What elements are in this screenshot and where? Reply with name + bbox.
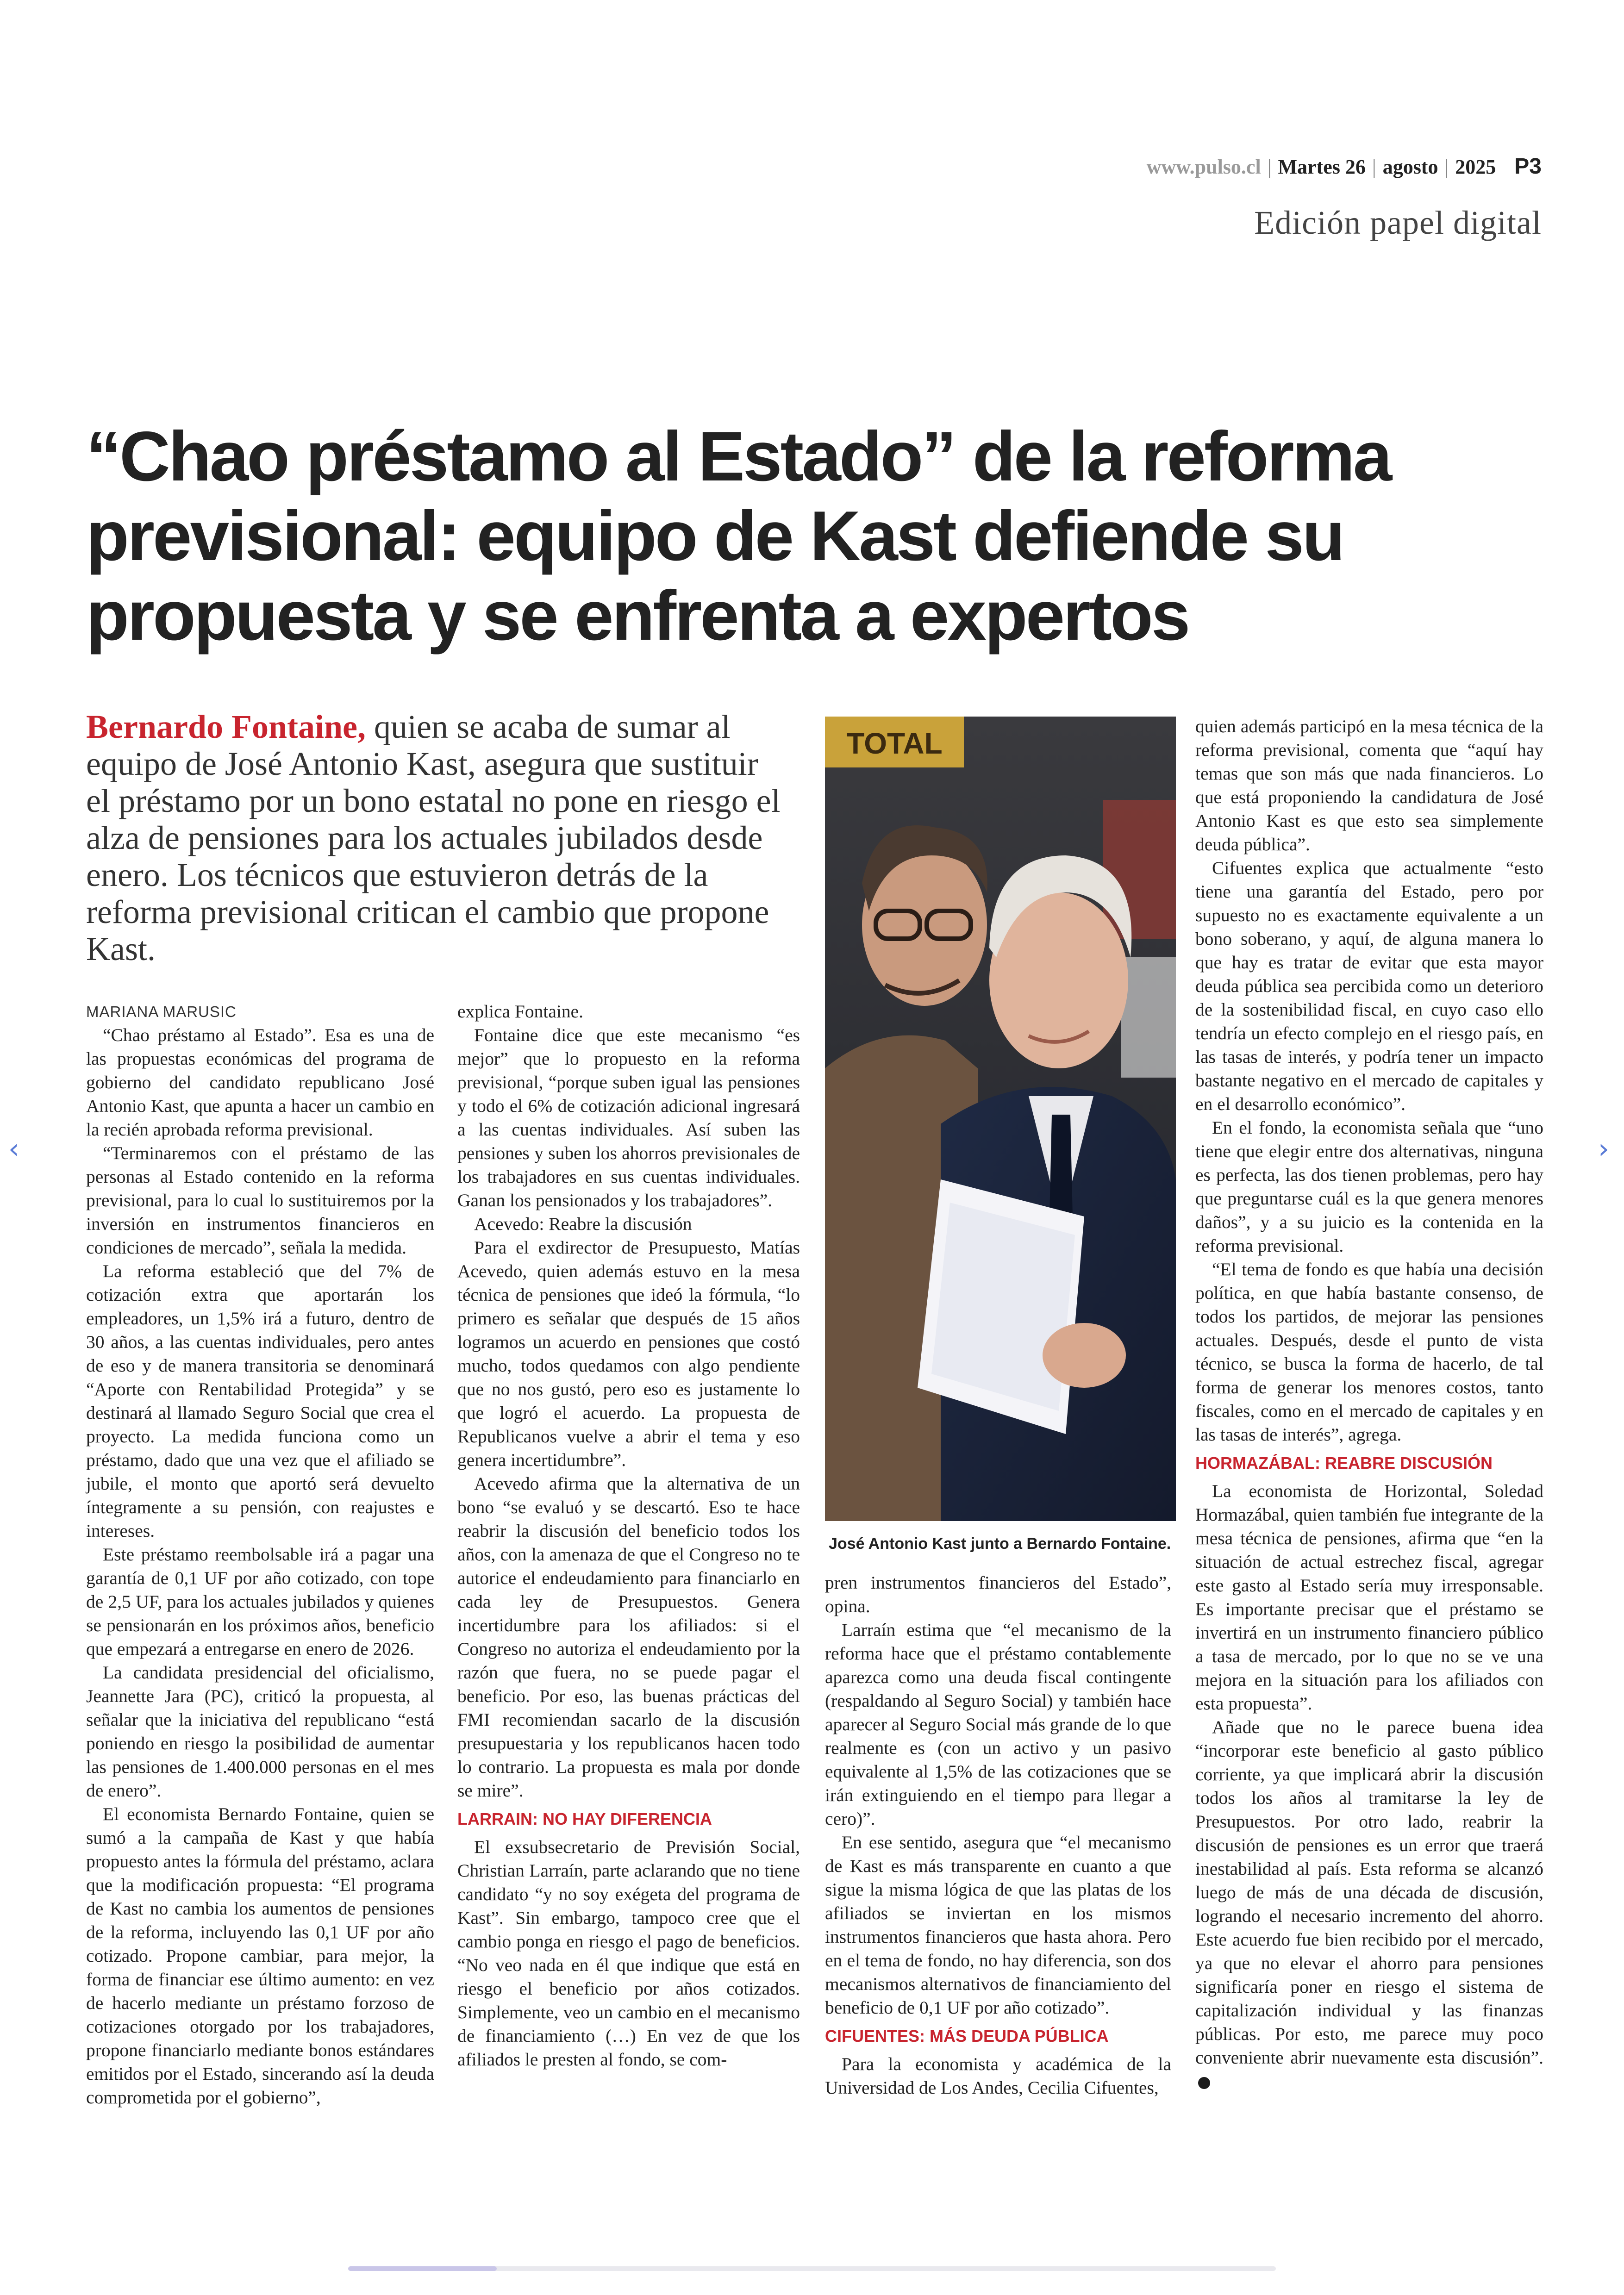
photo-caption: José Antonio Kast junto a Bernardo Fontaine. (829, 1535, 1171, 1553)
issue-day: Martes 26 (1278, 156, 1366, 178)
photo-illustration (825, 717, 1176, 1521)
final-paragraph-text: Añade que no le parece buena idea “incorporar este beneficio al gasto público corriente, ya que implicará abrir la discusión todos los años al tramitarse la ley de Presupuestos. Por otro lado, reabrir la discusión de pensiones es un error que traerá inestabilidad al país. Esta reforma se alcanzó luego de más de una década de discusión, logrando el necesario incremento del ahorro. Este acuerdo fue bien recibido por el mercado, ya que no elevar el ahorro para pensiones significaría poner en riesgo el sistema de capitalización individual y las finanzas públicas. Por esto, me parece muy poco conveniente abrir nuevamente esta discusión”. (1195, 1717, 1543, 2068)
issue-month: agosto (1382, 156, 1438, 178)
subhead-hormazabal: HORMAZÁBAL: REABRE DISCUSIÓN (1195, 1453, 1493, 1472)
paragraph: Fontaine dice que este mecanismo “es mejor” que lo propuesto en la reforma previsional, “porque suben igual las pensiones y todo el 6% de cotización adicional ingresará a las cuentas individuales. Así suben las pensiones y suben los ahorros previsionales de los trabajadores en sus cuentas individuales. Ganan los pensionados y los trabajadores”. (457, 1025, 800, 1210)
article-column-3 (825, 1571, 1171, 2100)
inline-subhead: Acevedo: Reabre la discusión (474, 1214, 692, 1234)
previous-page-chevron-icon[interactable]: ‹ (8, 1133, 19, 1165)
page-progress-fill (348, 2266, 497, 2271)
article-column-2 (457, 1000, 800, 2071)
paragraph: Larraín estima que “el mecanismo de la reforma hace que el préstamo contablemente aparezca como una deuda fiscal contingente (respaldando al Seguro Social) y también hace aparecer al Seguro Social más grande de lo que realmente es (con un activo y un pasivo equivalente al 1,5% de las cotizaciones que se irán extinguiendo en el tiempo para llegar a cero)”. (825, 1620, 1171, 1829)
paragraph: En ese sentido, asegura que “el mecanismo de Kast es más transparente en cuanto a que sigue la misma lógica de que las platas de los afiliados se inviertan en los mismos instrumentos financieros que hasta ahora. Pero en el tema de fondo, no hay diferencia, son dos mecanismos alternativos de financiamiento del beneficio de 0,1 UF por año cotizado”. (825, 1832, 1171, 2018)
subhead-cifuentes: CIFUENTES: MÁS DEUDA PÚBLICA (825, 2027, 1109, 2046)
edition-label: Edición papel digital (1254, 204, 1542, 241)
deck-lead-name: Bernardo Fontaine, (86, 708, 366, 745)
paragraph: “El tema de fondo es que había una decisión política, en que había bastante consenso, de todos los partidos, de mejorar las pensiones actuales. Después, desde el punto de vista técnico, se busca la forma de hacerlo, de tal forma de generar los menores costos, tanto fiscales, como en el mercado de capitales y en las tasas de interés”, agrega. (1195, 1259, 1543, 1445)
paragraph: La candidata presidencial del oficialismo, Jeannette Jara (PC), criticó la propuesta, al señalar que la iniciativa del republicano “está poniendo en riesgo la posibilidad de aumentar las pensiones de 1.400.000 personas en el mes de enero”. (86, 1662, 434, 1801)
article-headline: “Chao préstamo al Estado” de la reforma previsional: equipo de Kast defiende su propuesta y se enfrenta a expertos (86, 417, 1391, 655)
paragraph: pren instrumentos financieros del Estado”, opina. (825, 1572, 1171, 1616)
photo-sign-text: TOTAL (846, 727, 943, 760)
article-deck (86, 708, 781, 967)
deck-text: quien se acaba de sumar al equipo de José Antonio Kast, asegura que sustituir el préstamo por un bono estatal no pone en riesgo el alza de pensiones para los actuales jubilados desde enero. Los técnicos que estuvieron detrás de la reforma previsional critican el cambio que propone Kast. (86, 708, 781, 967)
paragraph: Para la economista y académica de la Universidad de Los Andes, Cecilia Cifuentes, (825, 2054, 1171, 2098)
paragraph: explica Fontaine. (457, 1001, 584, 1022)
paragraph: El exsubsecretario de Previsión Social, Christian Larraín, parte aclarando que no tiene candidato “y no soy exégeta del programa de Kast”. Sin embargo, tampoco cree que el cambio ponga en riesgo el pago de beneficios. “No veo nada en él que indique que está en riesgo el beneficio por años cotizados. Simplemente, veo un cambio en el mecanismo de financiamiento (…) En vez de que los afiliados le presten al fondo, se com- (457, 1837, 800, 2070)
end-mark-icon (1198, 2077, 1210, 2089)
article-column-1 (86, 1000, 434, 2109)
paragraph: “Terminaremos con el préstamo de las personas al Estado contenido en la reforma previsional, para lo cual lo sustituiremos por la inversión en instrumentos financieros en condiciones de mercado”, señala la medida. (86, 1143, 434, 1258)
page-header: www.pulso.cl | Martes 26 | agosto | 2025 P3 (1146, 154, 1542, 179)
article-photo (825, 717, 1176, 1521)
paragraph-final (1195, 1715, 1543, 2093)
paragraph: El economista Bernardo Fontaine, quien se sumó a la campaña de Kast y que había propuesto antes la fórmula del préstamo, aclara que la modificación propuesta: “El programa de Kast no cambia los aumentos de pensiones de la reforma, incluyendo las 0,1 UF por año cotizado. Propone cambiar, para mejor, la forma de financiar ese último aumento: en vez de hacerlo mediante un préstamo forzoso de cotizaciones otorgado por los trabajadores, propone financiarlo mediante bonos estándares emitidos por el Estado, sincerando así la deuda comprometida por el gobierno”, (86, 1804, 434, 2108)
paragraph: Acevedo afirma que la alternativa de un bono “se evaluó y se descartó. Eso te hace reabrir la discusión del beneficio todos los años, con la amenaza de que el Congreso no te autorice el endeudamiento para financiarlo en cada ley de Presupuestos. Genera incertidumbre para los afiliados: si el Congreso no autoriza el endeudamiento por la razón que fuera, no se puede pagar el beneficio. Por eso, las buenas prácticas del FMI recomiendan sacarlo de la discusión presupuestaria y los republicanos hacen todo lo contrario. La propuesta es mala por donde se mire”. (457, 1473, 800, 1801)
article-column-4 (1195, 715, 1543, 2093)
page-progress-track[interactable] (348, 2266, 1276, 2271)
byline: MARIANA MARUSIC (86, 1003, 237, 1020)
paragraph: Para el exdirector de Presupuesto, Matías Acevedo, quien además estuvo en la mesa técnica de pensiones que ideó la fórmula, “lo primero es señalar que después de 15 años logramos un acuerdo en pensiones que costó mucho, todos quedamos con algo pendiente que no nos gustó, pero eso es justamente lo que logró el acuerdo. La propuesta de Republicanos vuelve a abrir el tema y eso genera incertidumbre”. (457, 1237, 800, 1470)
paragraph: La reforma estableció que del 7% de cotización extra que aportarán los empleadores, un 1,5% irá a futuro, dentro de 30 años, a las cuentas individuales, pero antes de eso y de manera transitoria se denominará “Aporte con Rentabilidad Protegida” y se destinará al llamado Seguro Social que crea el proyecto. La medida funciona como un préstamo, dado que una vez que el afiliado se jubile, el monto que aportó será devuelto íntegramente a su pensión, con reajustes e intereses. (86, 1261, 434, 1541)
paragraph: La economista de Horizontal, Soledad Hormazábal, quien también fue integrante de la mesa técnica de pensiones, afirma que “en la situación de actual estrechez fiscal, agregar este gasto al Estado sería muy irresponsable. Es importante precisar que el préstamo se invertirá en un instrumento financiero público a tasa de mercado, por lo que no se ve una mejora en la situación para los afiliados con esta propuesta”. (1195, 1481, 1543, 1714)
issue-year: 2025 (1455, 156, 1496, 178)
next-page-chevron-icon[interactable]: › (1598, 1133, 1609, 1165)
subhead-larrain: LARRAIN: NO HAY DIFERENCIA (457, 1809, 712, 1828)
paragraph: En el fondo, la economista señala que “uno tiene que elegir entre dos alternativas, ninguna es perfecta, las dos tienen problemas, pero hay que preguntarse cuál es la que genera menores daños”, y a su juicio es la contenida en la reforma previsional. (1195, 1117, 1543, 1256)
page-number: P3 (1514, 154, 1542, 179)
paragraph: Este préstamo reembolsable irá a pagar una garantía de 0,1 UF por año cotizado, con tope de 2,5 UF, para los actuales jubilados y quienes se pensionarán en los próximos años, beneficio que empezará a entregarse en enero de 2026. (86, 1544, 434, 1659)
paragraph: Cifuentes explica que actualmente “esto tiene una garantía del Estado, pero por supuesto no es exactamente equivalente a un bono soberano, y aquí, de alguna manera lo que hay es tratar de evitar que esta mayor deuda pública sea percibida como un deterioro de la sostenibilidad fiscal, en cuyo caso ello tendría un efecto complejo en el riesgo país, en las tasas de interés, y podría tener un impacto bastante negativo en el mercado de capitales y en el desarrollo económico”. (1195, 858, 1543, 1114)
site-url: www.pulso.cl (1146, 156, 1261, 178)
paragraph: “Chao préstamo al Estado”. Esa es una de las propuestas económicas del programa de gobierno del candidato republicano José Antonio Kast, que apunta a hacer un cambio en la recién aprobada reforma previsional. (86, 1025, 434, 1140)
paragraph: quien además participó en la mesa técnica de la reforma previsional, comenta que “aquí hay temas que son más que nada financieros. Lo que está proponiendo la candidatura de José Antonio Kast es que esto sea simplemente deuda pública”. (1195, 716, 1543, 854)
